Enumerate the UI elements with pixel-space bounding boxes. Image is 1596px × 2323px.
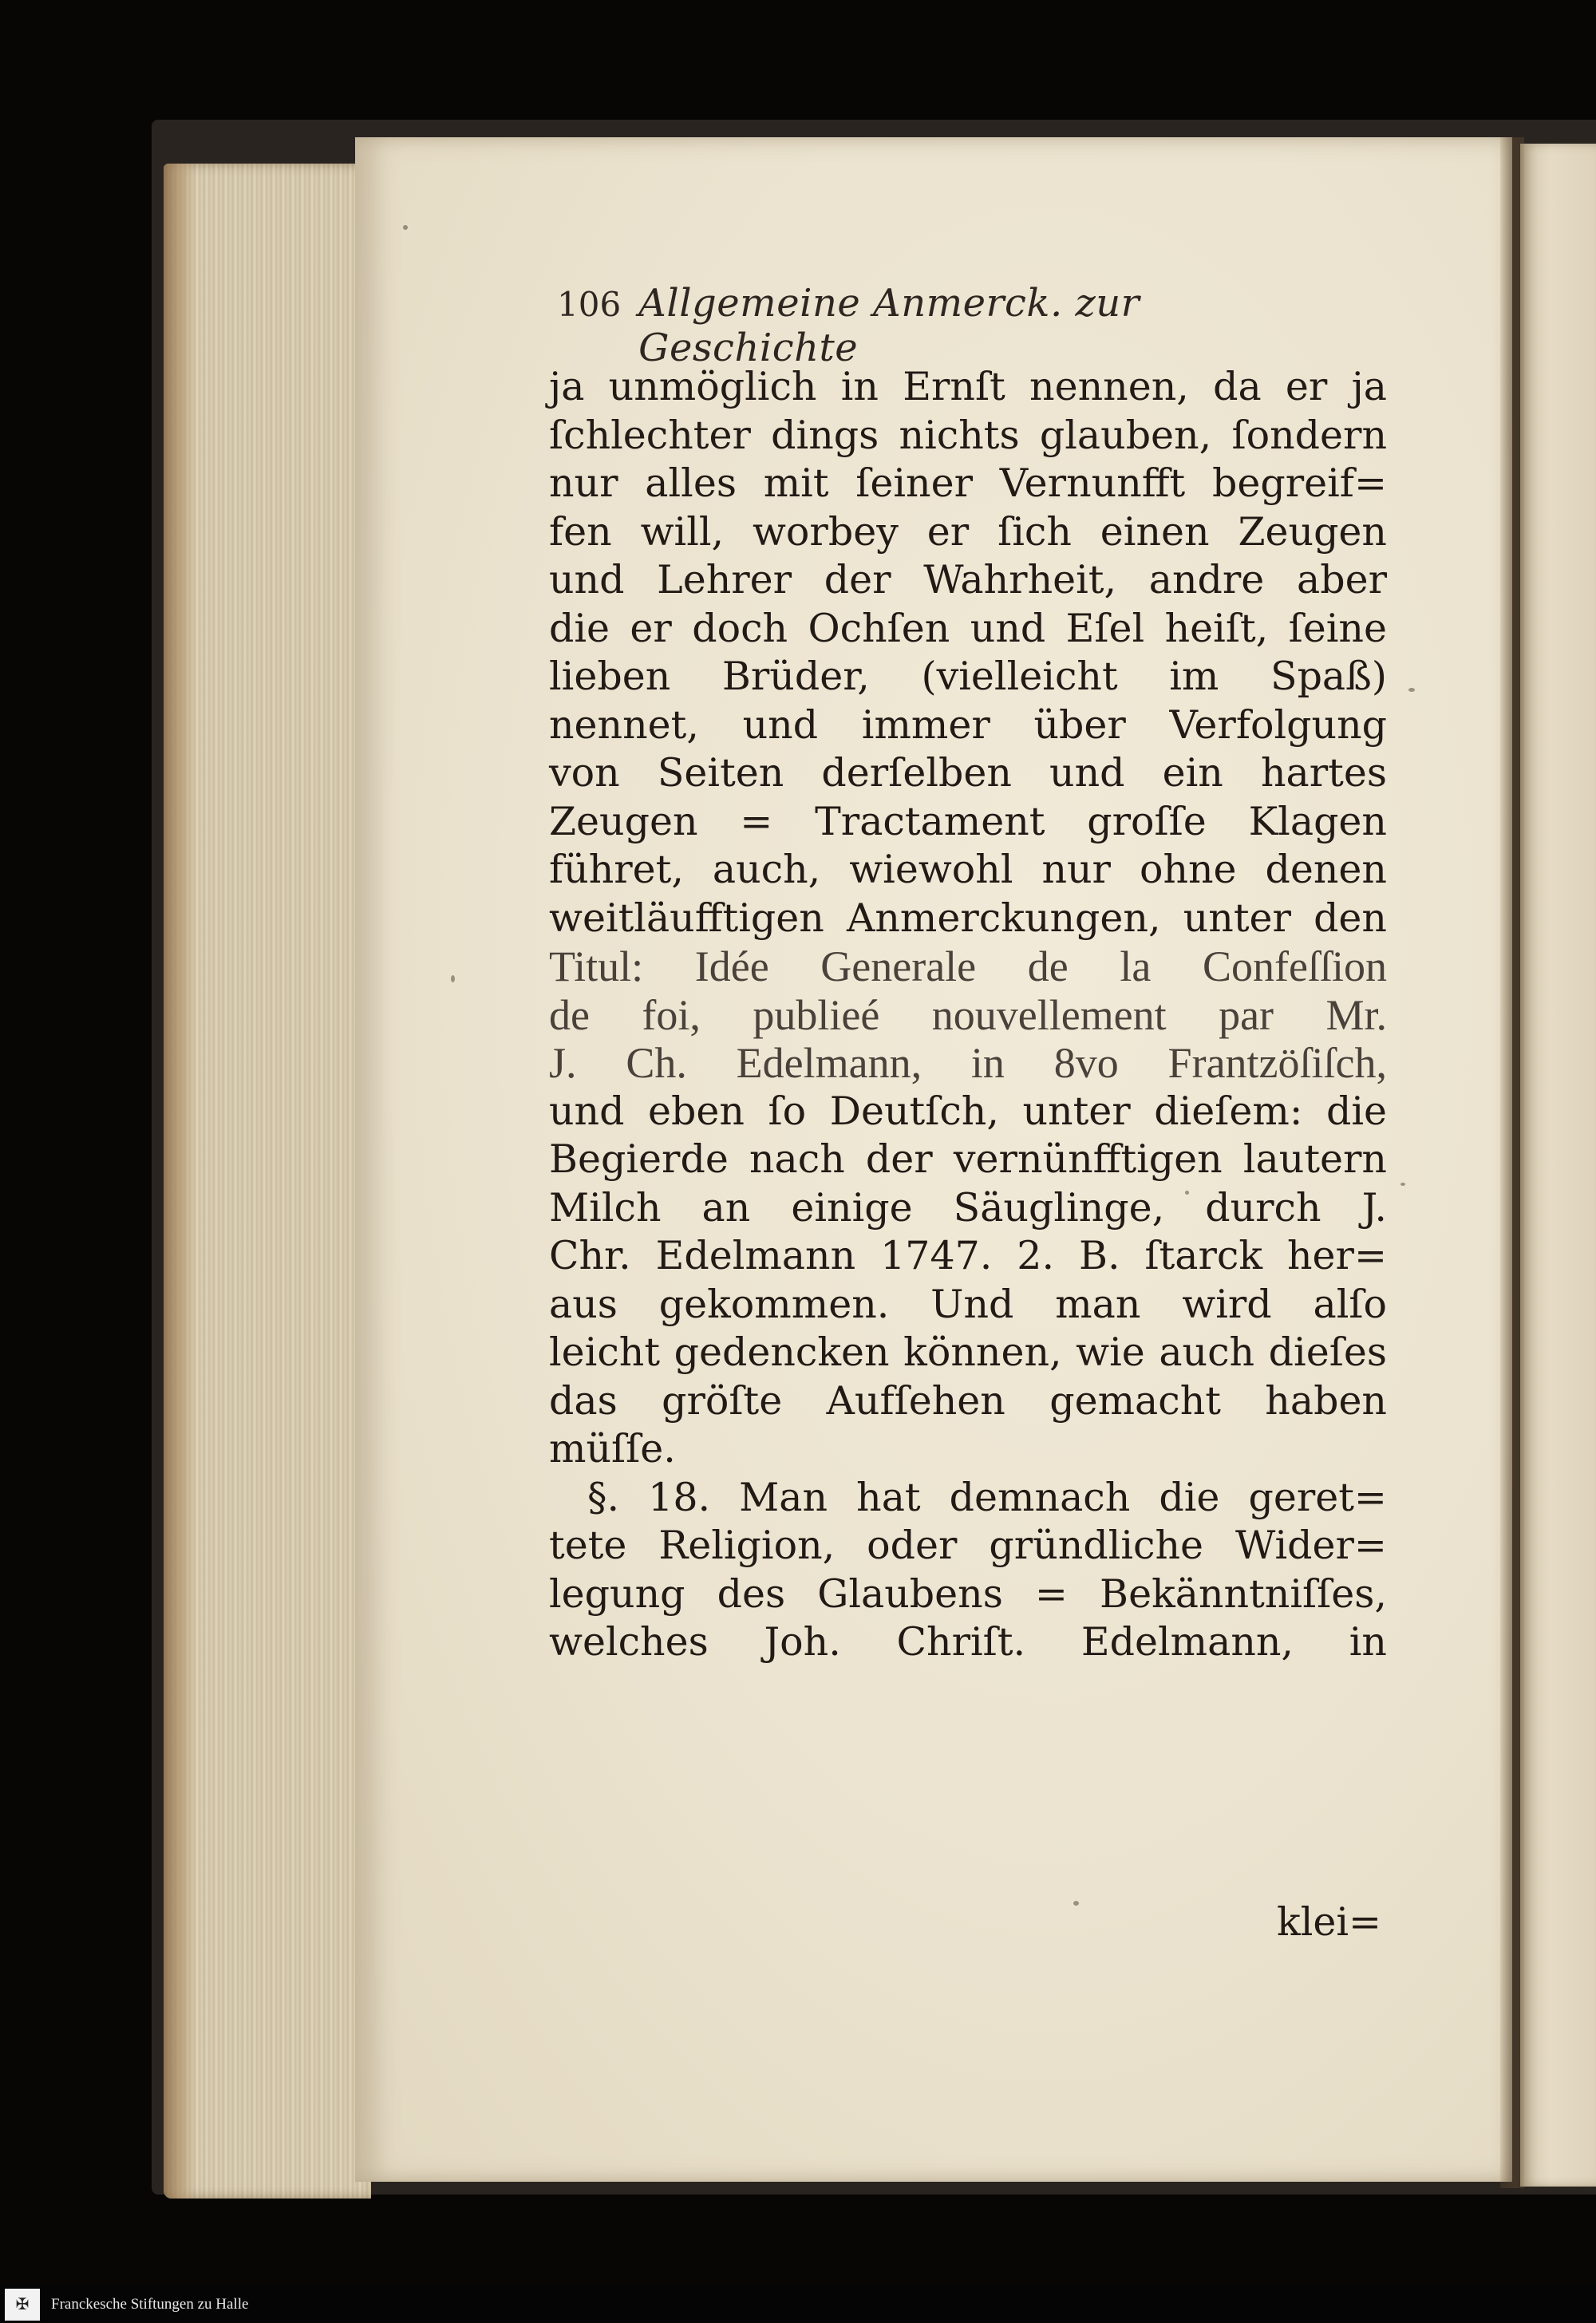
text-line: Zeugen = Tractament groſſe Klagen xyxy=(549,798,1387,844)
text-line: Milch an einige Säuglinge, durch J. xyxy=(549,1184,1387,1231)
text-line: die er doch Ochſen und Eſel heiſt, ſeine xyxy=(549,605,1387,651)
paragraph-start-line: §. 18. Man hat demnach die geret= xyxy=(587,1474,1387,1520)
running-title: Allgemeine Anmerck. zur Geschichte xyxy=(638,281,1140,370)
text-line: J. Ch. Edelmann, in 8vo Frantzöſiſch, xyxy=(549,1039,1387,1087)
book-gutter xyxy=(1500,137,1524,2188)
text-line: das gröſte Aufſehen gemacht haben xyxy=(549,1377,1387,1424)
institution-label: Franckesche Stiftungen zu Halle xyxy=(51,2295,249,2313)
text-line: Begierde nach der vernünfftigen lautern xyxy=(549,1136,1387,1182)
text-line: von Seiten derſelben und ein hartes xyxy=(549,750,1387,796)
body-text xyxy=(549,363,1387,1667)
text-line: tete Religion, oder gründliche Wider= xyxy=(549,1523,1387,1568)
text-line: führet, auch, wiewohl nur ohne denen xyxy=(549,847,1387,892)
text-line: weitläufftigen Anmerckungen, unter den xyxy=(549,895,1387,941)
text-line: und Lehrer der Wahrheit, andre aber xyxy=(549,557,1387,602)
text-line: ſchlechter dings nichts glauben, ſondern xyxy=(549,412,1387,458)
text-line: und eben ſo Deutſch, unter dieſem: die xyxy=(549,1088,1387,1134)
text-line: nennet, und immer über Verfolgung xyxy=(549,701,1387,748)
page-edges xyxy=(164,164,371,2199)
text-line: Chr. Edelmann 1747. 2. B. ſtarck her= xyxy=(549,1233,1387,1278)
text-line: müſſe. xyxy=(549,1426,676,1472)
text-line: ja unmöglich in Ernſt nennen, da er ja xyxy=(549,364,1387,409)
text-line: nur alles mit ſeiner Vernunfft begreif= xyxy=(549,460,1387,506)
text-line: de foi, publieé nouvellement par Mr. xyxy=(549,990,1387,1039)
text-line: legung des Glaubens = Bekänntniſſes, xyxy=(549,1570,1387,1617)
text-line: aus gekommen. Und man wird alſo xyxy=(549,1281,1387,1327)
institution-logo-icon: ✠ xyxy=(5,2289,40,2321)
text-line: fen will, worbey er ſich einen Zeugen xyxy=(549,508,1387,555)
text-line: Titul: Idée Generale de la Confeſſion xyxy=(549,942,1387,990)
facing-page xyxy=(1520,144,1596,2187)
page-number: 106 xyxy=(557,285,622,324)
text-line: welches Joh. Chriſt. Edelmann, in xyxy=(549,1619,1387,1665)
catchword: klei= xyxy=(1277,1899,1382,1945)
text-line: lieben Brüder, (vielleicht im Spaß) xyxy=(549,654,1387,699)
footer-bar xyxy=(0,2285,1596,2323)
page-header xyxy=(557,281,1359,370)
text-line: leicht gedencken können, wie auch dieſes xyxy=(549,1329,1387,1375)
